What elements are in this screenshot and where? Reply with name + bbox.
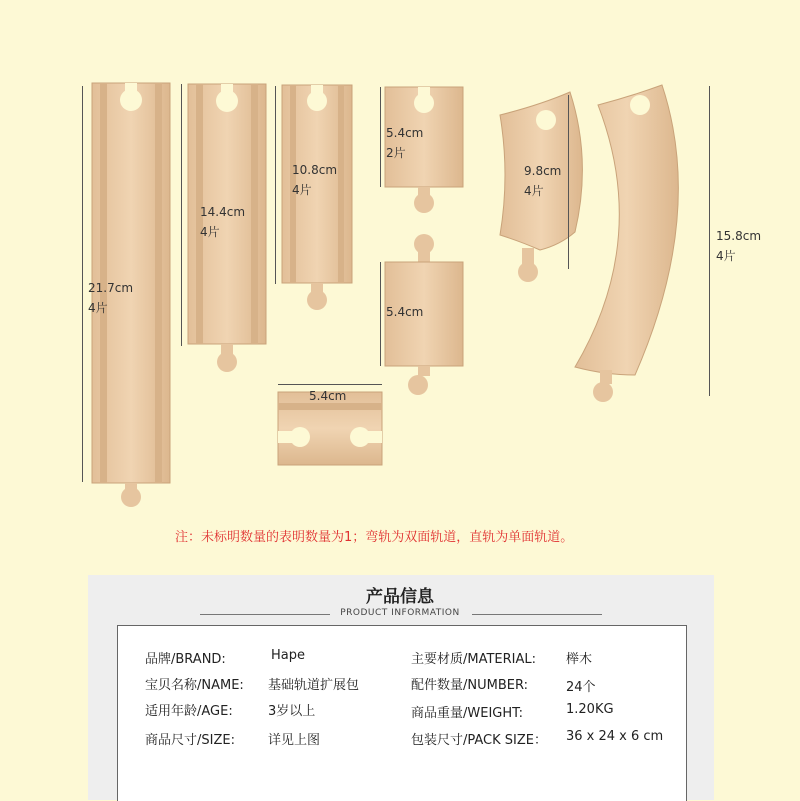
number-value: 24个 <box>566 680 596 695</box>
pack-size-label: 包装尺寸/PACK SIZE： <box>411 733 547 748</box>
number-label: 配件数量/NUMBER: <box>411 678 528 693</box>
track-curve-15-8cm <box>575 85 678 402</box>
weight-label: 商品重量/WEIGHT: <box>411 706 524 721</box>
dimension-label-5-4cm-b <box>386 302 423 322</box>
pack-size-value: 36 x 24 x 6 cm <box>566 729 664 744</box>
material-value: 榉木 <box>566 652 593 667</box>
size-label: 商品尺寸/SIZE: <box>145 733 235 748</box>
dimension-length: 5.4cm <box>309 389 347 403</box>
dimension-label-14-4cm <box>200 202 245 242</box>
dimension-line-5-4cm-a <box>380 87 381 187</box>
dimension-qty: 2片 <box>386 146 406 160</box>
dimension-line-10-8cm <box>275 86 276 284</box>
dimension-length: 5.4cm <box>386 126 424 140</box>
dimension-label-5-4cm-a <box>386 123 423 163</box>
brand-label: 品牌/BRAND: <box>145 652 226 667</box>
dimension-line-15-8cm <box>709 86 710 396</box>
dimension-label-15-8cm <box>716 226 761 266</box>
brand-value: Hape <box>271 648 305 663</box>
age-label: 适用年龄/AGE: <box>145 704 233 719</box>
dimension-qty: 4片 <box>292 183 312 197</box>
dimension-length: 5.4cm <box>386 305 424 319</box>
age-value: 3岁以上 <box>268 704 316 719</box>
dimension-label-9-8cm <box>524 161 561 201</box>
weight-value: 1.20KG <box>566 702 614 717</box>
quantity-note: 注：未标明数量的表明数量为1；弯轨为双面轨道，直轨为单面轨道。 <box>175 530 574 545</box>
product-info-title: 产品信息 <box>366 587 434 607</box>
dimension-label-21-7cm <box>88 278 133 318</box>
dimension-qty: 4片 <box>716 249 736 263</box>
dimension-line-21-7cm <box>82 86 83 482</box>
material-label: 主要材质/MATERIAL: <box>411 652 537 667</box>
dimension-qty: 4片 <box>524 184 544 198</box>
dimension-line-5-4cm-c <box>278 384 382 385</box>
product-info-subtitle: PRODUCT INFORMATION <box>340 608 460 618</box>
dimension-line-9-8cm <box>568 95 569 269</box>
size-value: 详见上图 <box>268 733 321 748</box>
dimension-label-10-8cm <box>292 160 337 200</box>
dimension-length: 21.7cm <box>88 281 134 295</box>
dimension-length: 15.8cm <box>716 229 762 243</box>
name-value: 基础轨道扩展包 <box>268 678 360 693</box>
name-label: 宝贝名称/NAME: <box>145 678 244 693</box>
dimension-length: 10.8cm <box>292 163 338 177</box>
dimension-qty: 4片 <box>88 301 108 315</box>
dimension-label-5-4cm-c <box>309 386 346 406</box>
dimension-length: 9.8cm <box>524 164 562 178</box>
dimension-length: 14.4cm <box>200 205 246 219</box>
dimension-qty: 4片 <box>200 225 220 239</box>
dimension-line-14-4cm <box>181 84 182 346</box>
dimension-line-5-4cm-b <box>380 262 381 366</box>
